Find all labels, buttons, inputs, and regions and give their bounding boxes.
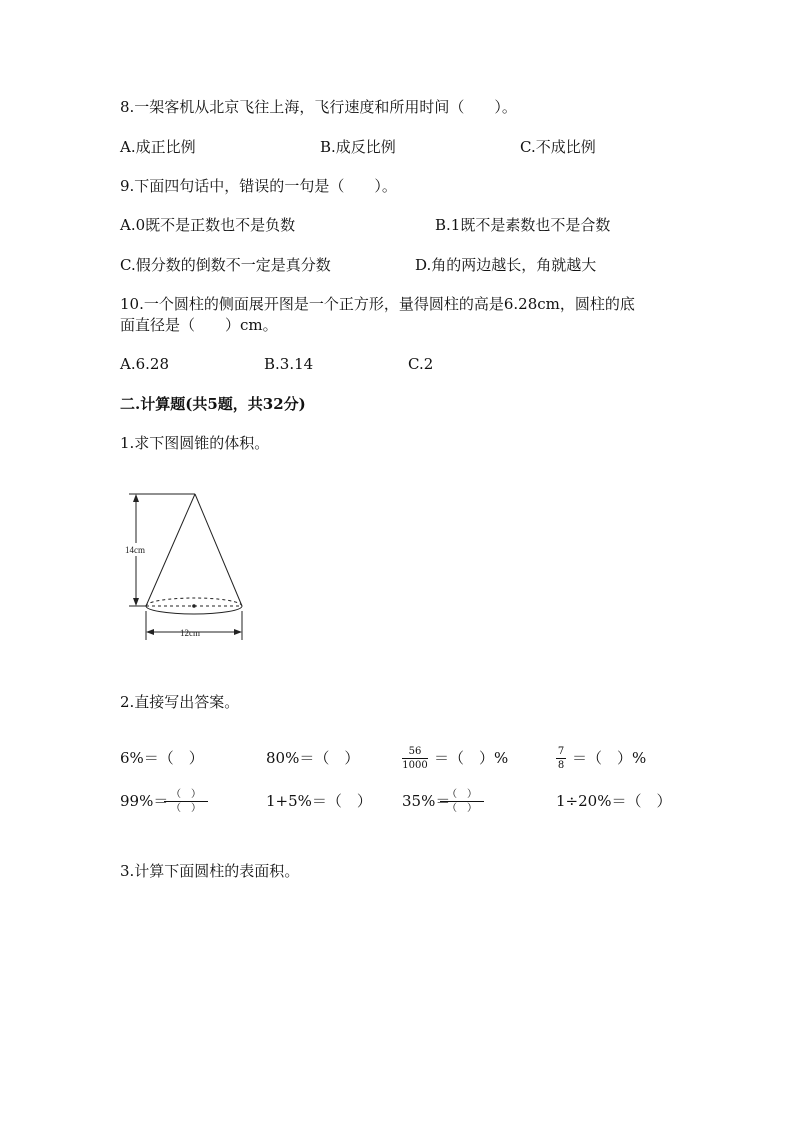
q9-stem: 9.下面四句话中，错误的一句是（ ）。 [120,177,397,195]
c2-item-3: ＝（ ）% [434,749,509,767]
q10-option-c: C.2 [408,355,434,373]
c2-item-1: 6%＝（ ） [120,749,204,767]
c2-blank-fraction-2 [440,789,484,814]
q9-option-d: D.角的两边越长，角就越大 [415,256,597,274]
q10-option-b: B.3.14 [264,355,314,373]
q8-option-c: C.不成比例 [520,138,596,156]
q10-stem-line1: 10.一个圆柱的侧面展开图是一个正方形，量得圆柱的高是6.28cm，圆柱的底 [120,295,635,313]
fraction-numerator: （ ） [171,789,201,800]
fraction-numerator: 7 [557,746,565,757]
cone-figure [120,485,255,645]
fraction-denominator: （ ） [447,803,477,814]
c2-item-8: 1÷20%＝（ ） [556,792,672,810]
c1-stem: 1.求下图圆锥的体积。 [120,434,270,452]
height-arrow-bottom [133,598,139,606]
q8-stem: 8.一架客机从北京飞往上海，飞行速度和所用时间（ ）。 [120,98,517,116]
diameter-arrow-left [146,629,154,635]
fraction-bar [440,801,484,802]
c2-fraction-7-8 [556,746,566,771]
q8-option-a: A.成正比例 [120,138,196,156]
c2-item-5: 99%＝ [120,792,169,810]
cone-right-side [195,494,242,606]
fraction-denominator: 1000 [402,760,428,771]
fraction-bar [402,758,428,759]
diameter-arrow-right [234,629,242,635]
height-label: 14cm [125,545,145,555]
c2-stem: 2.直接写出答案。 [120,693,240,711]
c2-item-4: ＝（ ）% [572,749,647,767]
c3-stem: 3.计算下面圆柱的表面积。 [120,862,300,880]
cone-left-side [146,494,195,606]
q10-option-a: A.6.28 [120,355,169,373]
q9-option-c: C.假分数的倒数不一定是真分数 [120,256,331,274]
c2-item-6: 1+5%＝（ ） [266,792,372,810]
c2-item-7: 35%＝ [402,792,451,810]
cone-center-dot [192,604,196,608]
q10-stem-line2: 面直径是（ ）cm。 [120,316,278,334]
q9-option-a: A.0既不是正数也不是负数 [120,216,296,234]
fraction-numerator: （ ） [447,789,477,800]
q8-option-b: B.成反比例 [320,138,396,156]
fraction-numerator: 56 [408,746,422,757]
c2-fraction-56-1000 [402,746,428,771]
fraction-bar [164,801,208,802]
height-arrow-top [133,494,139,502]
q9-option-b: B.1既不是素数也不是合数 [435,216,611,234]
fraction-denominator: 8 [557,760,565,771]
diameter-label: 12cm [180,628,200,638]
c2-item-2: 80%＝（ ） [266,749,360,767]
section-title: 二.计算题(共5题，共32分) [120,395,306,413]
c2-blank-fraction-1 [164,789,208,814]
fraction-denominator: （ ） [171,803,201,814]
fraction-bar [556,758,566,759]
